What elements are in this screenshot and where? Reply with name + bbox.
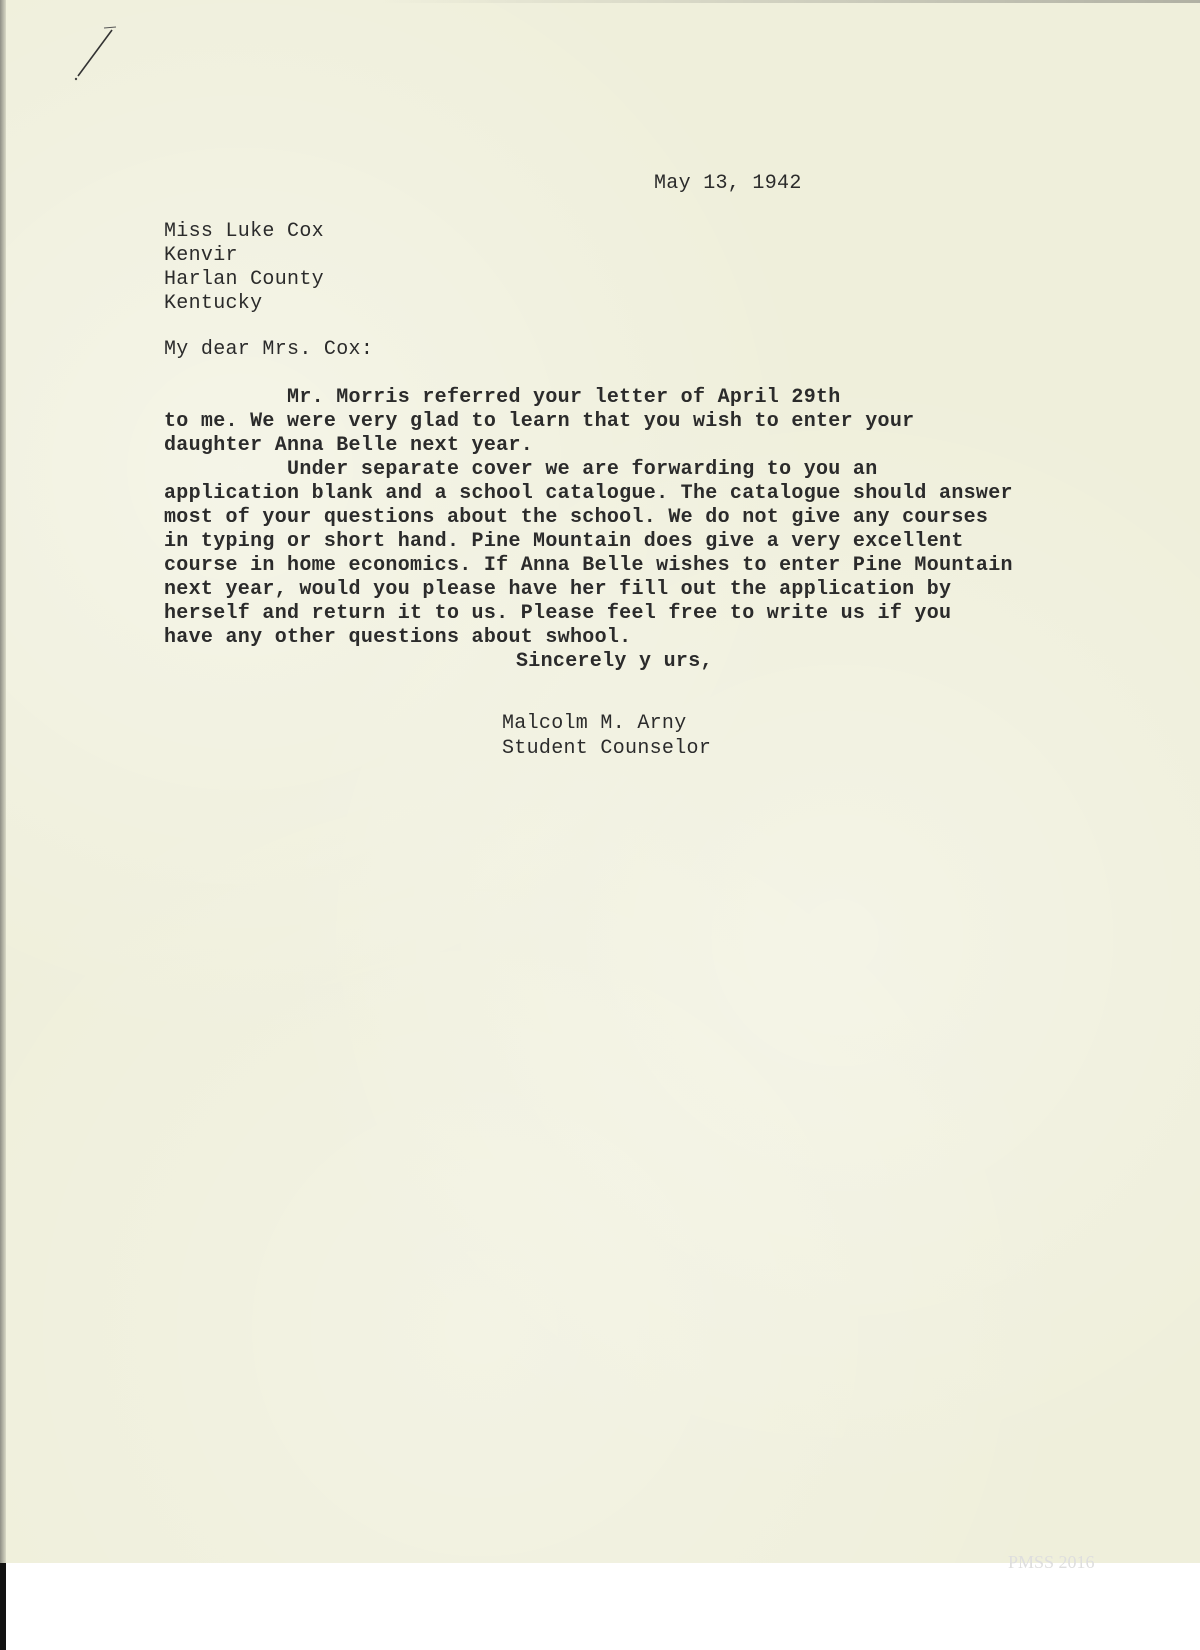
closing: Sincerely y urs, (516, 650, 713, 673)
body-line: to me. We were very glad to learn that you wish to enter your (164, 410, 915, 433)
pencil-mark-icon (64, 24, 120, 84)
recipient-state: Kentucky (164, 292, 263, 315)
signature-name: Malcolm M. Arny (502, 712, 687, 735)
body-line: most of your questions about the school. We do not give any courses (164, 506, 989, 529)
body-line: herself and return it to us. Please feel free to write us if you (164, 602, 952, 625)
body-line: daughter Anna Belle next year. (164, 434, 534, 457)
salutation: My dear Mrs. Cox: (164, 338, 374, 361)
body-line: next year, would you please have her fill out the application by (164, 578, 952, 601)
signature-title: Student Counselor (502, 737, 712, 760)
letter-date: May 13, 1942 (654, 172, 802, 195)
body-line: application blank and a school catalogue. The catalogue should answer (164, 482, 1013, 505)
recipient-name: Miss Luke Cox (164, 220, 324, 243)
body-line: Mr. Morris referred your letter of April 29th (164, 386, 841, 409)
recipient-county: Harlan County (164, 268, 324, 291)
body-line: Under separate cover we are forwarding to you an (164, 458, 878, 481)
body-line: course in home economics. If Anna Belle wishes to enter Pine Mountain (164, 554, 1013, 577)
body-line: have any other questions about swhool. (164, 626, 632, 649)
scan-left-edge (0, 0, 6, 1563)
body-line: in typing or short hand. Pine Mountain does give a very excellent (164, 530, 964, 553)
scan-top-edge (380, 0, 1200, 3)
archive-watermark: PMSS 2016 (1008, 1552, 1095, 1572)
recipient-town: Kenvir (164, 244, 238, 267)
scan-corner-shadow (0, 1563, 6, 1650)
